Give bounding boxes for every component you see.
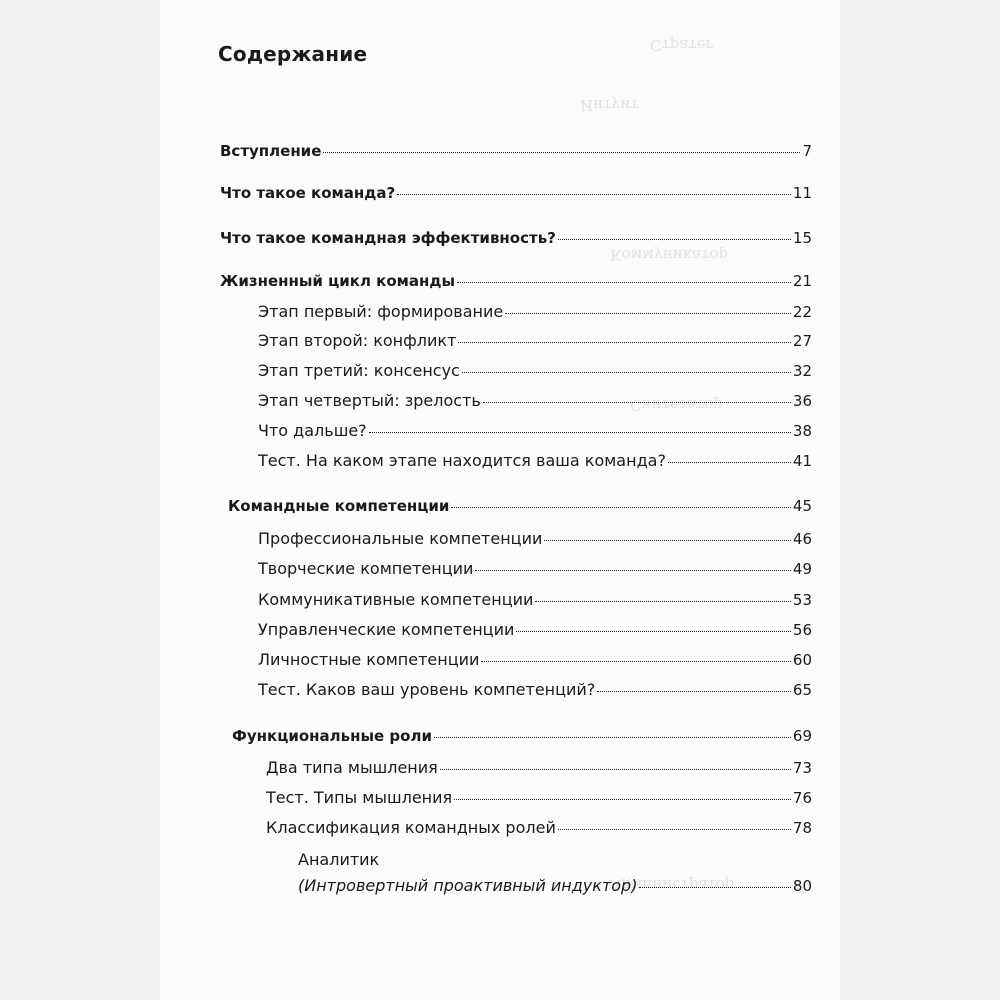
- toc-entry-label: Тест. Каков ваш уровень компетенций?: [258, 680, 596, 699]
- bleed-through-text: Коммуникатор: [610, 246, 729, 264]
- toc-entry: [258, 421, 812, 445]
- toc-entry: [258, 680, 812, 704]
- toc-page-number: 46: [792, 530, 812, 548]
- dot-leader: [544, 540, 791, 541]
- toc-entry-label: Этап четвертый: зрелость: [258, 391, 481, 410]
- dot-leader: [462, 372, 791, 373]
- toc-entry: [258, 302, 812, 326]
- toc-entry-label: Вступление: [220, 142, 322, 160]
- toc-entry-label: Управленческие компетенции: [258, 620, 515, 639]
- dot-leader: [558, 829, 791, 830]
- toc-page-number: 78: [792, 819, 812, 837]
- toc-page-number: 76: [792, 789, 812, 807]
- dot-leader: [558, 239, 791, 240]
- dot-leader: [454, 799, 791, 800]
- toc-entry: [258, 590, 812, 614]
- toc-entry: [258, 451, 812, 475]
- dot-leader: [668, 462, 791, 463]
- toc-entry-label: Коммуникативные компетенции: [258, 590, 534, 609]
- dot-leader: [481, 661, 790, 662]
- toc-entry-label: Что такое команда?: [220, 184, 396, 202]
- toc-page-number: 21: [792, 272, 812, 290]
- toc-page-number: 65: [792, 681, 812, 699]
- dot-leader: [458, 342, 791, 343]
- dot-leader: [483, 402, 791, 403]
- toc-entry: [298, 876, 812, 900]
- toc-entry: [258, 361, 812, 385]
- toc-entry: [258, 620, 812, 644]
- toc-entry-label: Жизненный цикл команды: [220, 272, 456, 290]
- dot-leader: [323, 152, 800, 153]
- dot-leader: [516, 631, 791, 632]
- toc-page-number: 36: [792, 392, 812, 410]
- page-title: Содержание: [218, 42, 368, 66]
- dot-leader: [451, 507, 791, 508]
- toc-page-number: 32: [792, 362, 812, 380]
- toc-page-number: 49: [792, 560, 812, 578]
- bleed-through-text: Стратег: [650, 36, 714, 54]
- toc-entry-label: Классификация командных ролей: [266, 818, 556, 837]
- toc-page-number: 60: [792, 651, 812, 669]
- dot-leader: [369, 432, 791, 433]
- toc-entry: [232, 727, 812, 751]
- toc-subentry-title: Аналитик: [298, 850, 380, 869]
- toc-page-number: 53: [792, 591, 812, 609]
- dot-leader: [639, 887, 790, 888]
- toc-entry-label: Два типа мышления: [266, 758, 438, 777]
- toc-entry-label: Что дальше?: [258, 421, 367, 440]
- toc-entry: [220, 142, 812, 166]
- dot-leader: [505, 313, 791, 314]
- toc-entry: [220, 184, 812, 208]
- bleed-through-text: Администратор: [610, 876, 735, 894]
- toc-entry-label: Функциональные роли: [232, 727, 432, 745]
- dot-leader: [597, 691, 791, 692]
- toc-entry: [228, 497, 812, 521]
- dot-leader: [475, 570, 791, 571]
- toc-page-number: 45: [792, 497, 812, 515]
- bleed-through-text: Синтезатор: [630, 396, 723, 414]
- dot-leader: [457, 282, 791, 283]
- toc-page-number: 69: [792, 727, 812, 745]
- toc-entry: [266, 788, 812, 812]
- toc-page-number: 73: [792, 759, 812, 777]
- toc-entry-label: Этап третий: консенсус: [258, 361, 460, 380]
- toc-entry-label: Профессиональные компетенции: [258, 529, 543, 548]
- toc-entry-label: (Интровертный проактивный индуктор): [298, 876, 638, 895]
- toc-page-number: 38: [792, 422, 812, 440]
- dot-leader: [440, 769, 791, 770]
- toc-entry: [258, 559, 812, 583]
- toc-entry: [258, 331, 812, 355]
- toc-entry-label: Личностные компетенции: [258, 650, 480, 669]
- toc-entry-label: Этап второй: конфликт: [258, 331, 457, 350]
- dot-leader: [397, 194, 791, 195]
- toc-entry: [258, 391, 812, 415]
- toc-page-number: 22: [792, 303, 812, 321]
- toc-page-number: 27: [792, 332, 812, 350]
- toc-page-number: 11: [792, 184, 812, 202]
- toc-entry: [266, 818, 812, 842]
- toc-entry: [258, 650, 812, 674]
- dot-leader: [535, 601, 791, 602]
- toc-entry: [266, 758, 812, 782]
- toc-page-number: 80: [792, 877, 812, 895]
- toc-entry-label: Тест. Типы мышления: [266, 788, 453, 807]
- toc-page-number: 7: [802, 142, 812, 160]
- dot-leader: [434, 737, 791, 738]
- toc-entry: [220, 229, 812, 253]
- toc-entry: [220, 272, 812, 296]
- bleed-through-text: Интуит: [580, 96, 639, 114]
- toc-entry-label: Командные компетенции: [228, 497, 450, 515]
- toc-entry-label: Что такое командная эффективность?: [220, 229, 556, 247]
- toc-page-number: 56: [792, 621, 812, 639]
- toc-page-number: 15: [792, 229, 812, 247]
- toc-entry-label: Творческие компетенции: [258, 559, 474, 578]
- toc-entry-label: Тест. На каком этапе находится ваша команда?: [258, 451, 666, 470]
- toc-page-number: 41: [792, 452, 812, 470]
- toc-entry: [258, 529, 812, 553]
- toc-entry-label: Этап первый: формирование: [258, 302, 504, 321]
